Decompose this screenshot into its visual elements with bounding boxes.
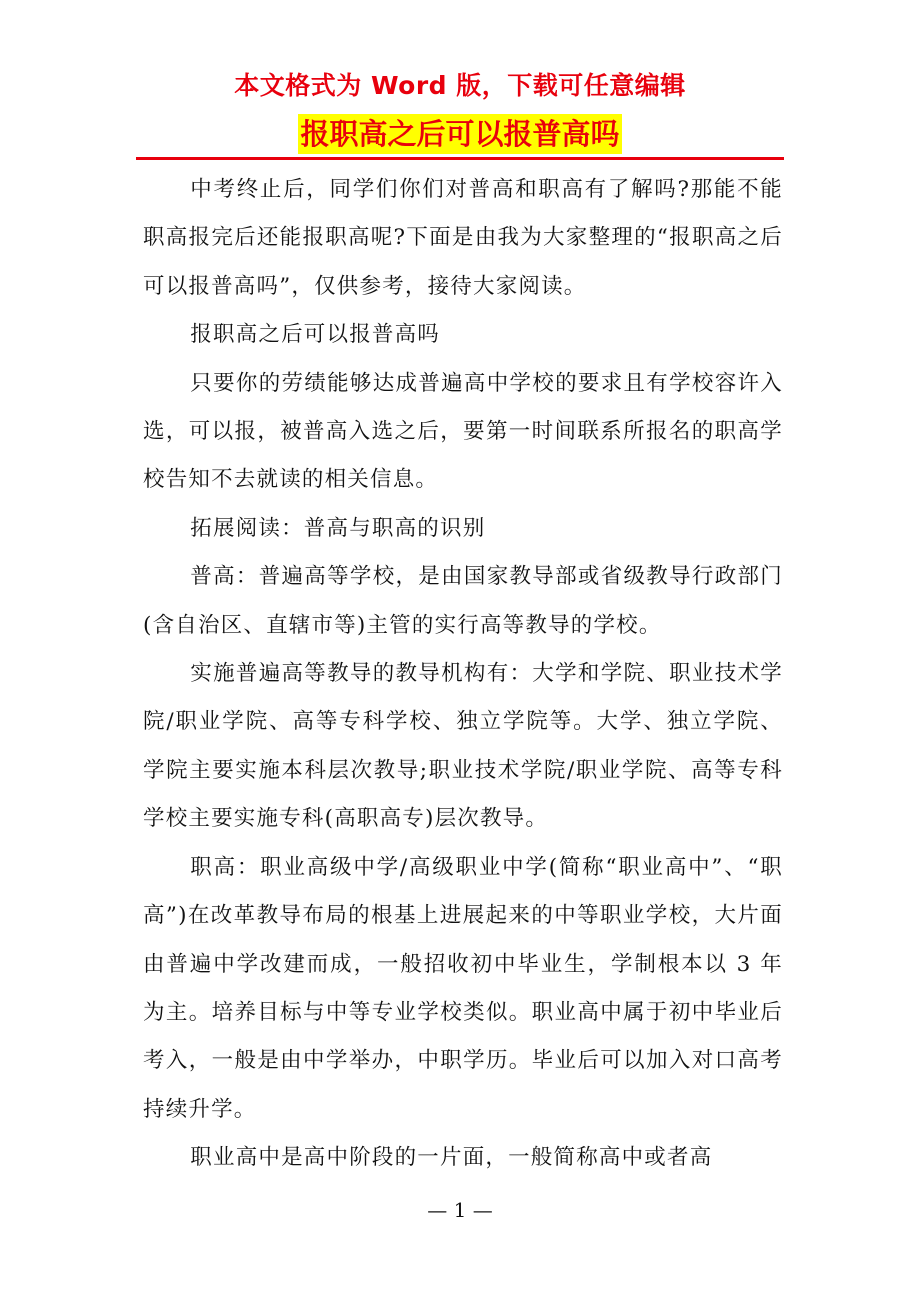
page-number: — 1 — [427, 1198, 493, 1222]
paragraph-vocational-high: 职高：职业高级中学/高级职业中学(简称“职业高中”、“职高”)在改革教导布局的根基上进展起来的中等职业学校，大片面由普遍中学改建而成，一般招收初中毕业生，学制根本以 3 年为主。培养目标与中等专业学校类似。职业高中属于初中毕业后考入，一般是由中学举办，中职学历。毕业后可以加入对口高考持续升学。 [143, 854, 783, 1122]
paragraph-heading: 报职高之后可以报普高吗 [190, 322, 440, 348]
paragraph-extended-reading: 拓展阅读：普高与职高的识别 [190, 515, 486, 541]
paragraph-continuation: 职业高中是高中阶段的一片面，一般简称高中或者高 [190, 1145, 713, 1171]
document-title: 报职高之后可以报普高吗 [298, 114, 621, 154]
paragraph-institutions: 实施普遍高等教导的教导机构有：大学和学院、职业技术学院/职业学院、高等专科学校、独立学院等。大学、独立学院、学院主要实施本科层次教导;职业技术学院/职业学院、高等专科学校主要实施专科(高职高专)层次教导。 [143, 661, 783, 832]
document-body [143, 166, 783, 1183]
title-divider [136, 157, 784, 160]
download-banner: 本文格式为 Word 版，下载可任意编辑 [234, 71, 686, 100]
paragraph-intro: 中考终止后，同学们你们对普高和职高有了解吗?那能不能职高报完后还能报职高呢?下面是由我为大家整理的“报职高之后可以报普高吗”，仅供参考，接待大家阅读。 [143, 177, 783, 299]
paragraph-general-high: 普高：普遍高等学校，是由国家教导部或省级教导行政部门(含自治区、直辖市等)主管的实行高等教导的学校。 [143, 564, 783, 638]
paragraph-answer: 只要你的劳绩能够达成普遍高中学校的要求且有学校容许入选，可以报，被普高入选之后，要第一时间联系所报名的职高学校告知不去就读的相关信息。 [143, 370, 783, 493]
title-container [0, 114, 920, 154]
